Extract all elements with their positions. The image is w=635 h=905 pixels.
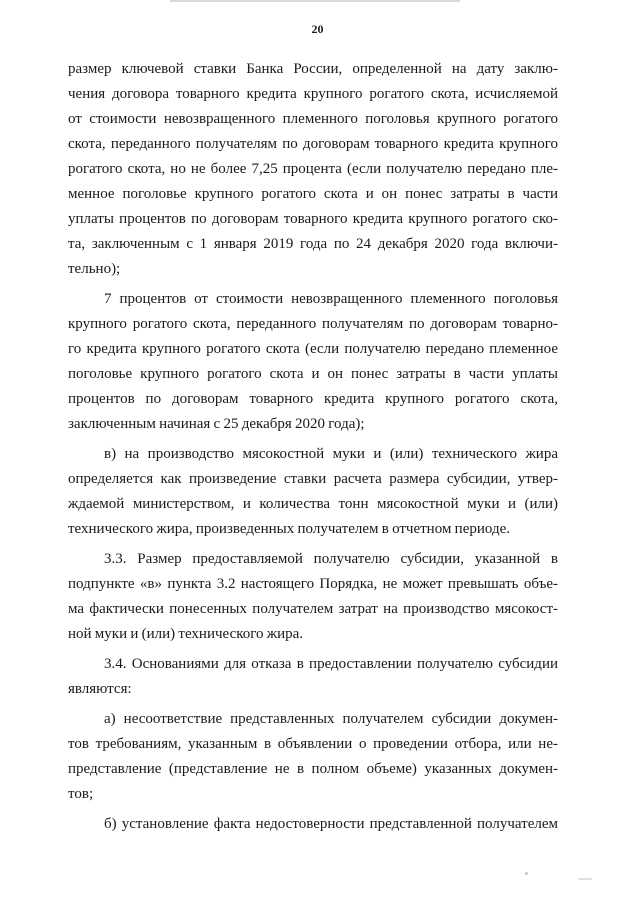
text-line: ма фактически понесенных получателем затрат на производство мясокост- [68, 601, 558, 617]
text-line: рогатого скота, но не более 7,25 процента (если получателю передано пле- [68, 161, 558, 177]
page-number: 20 [311, 22, 324, 36]
text-line: чения договора товарного кредита крупного рогатого скота, исчисляемой [68, 86, 558, 102]
text-line: та, заключенным с 1 января 2019 года по 24 декабря 2020 года включи- [68, 236, 558, 252]
document-body [68, 57, 558, 837]
text-line: в) на производство мясокостной муки и (или) технического жира [104, 446, 558, 462]
text-line: технического жира, произведенных получателем в отчетном периоде. [68, 521, 510, 537]
scan-speck [525, 872, 528, 875]
text-line: менное поголовье крупного рогатого скота и он понес затраты в части [68, 186, 558, 202]
paragraph-3 [68, 442, 558, 542]
text-line: а) несоответствие представленных получателем субсидии докумен- [104, 711, 558, 727]
text-line: 3.4. Основаниями для отказа в предоставлении получателю субсидии [104, 656, 558, 672]
text-line: от стоимости невозвращенного племенного поголовья крупного рогатого [68, 111, 558, 127]
text-line: определяется как произведение ставки расчета размера субсидии, утвер- [68, 471, 558, 487]
paragraph-6 [68, 707, 558, 807]
text-line: ной муки и (или) технического жира. [68, 626, 304, 642]
text-line: уплаты процентов по договорам товарного кредита крупного рогатого ско- [68, 211, 558, 227]
text-line: скота, переданного получателям по договорам товарного кредита крупного [68, 136, 558, 152]
text-line: тов требованиям, указанным в объявлении о проведении отбора, или не- [68, 736, 558, 752]
text-line: го кредита крупного рогатого скота (если получателю передано племенное [68, 341, 558, 357]
scan-speck [578, 878, 592, 880]
text-line: являются: [68, 681, 132, 697]
paragraph-7 [68, 812, 558, 837]
text-line: ждаемой министерством, и количества тонн мясокостной муки и (или) [68, 496, 558, 512]
text-line: тов; [68, 786, 94, 802]
text-line: размер ключевой ставки Банка России, определенной на дату заклю- [68, 61, 558, 77]
text-line: крупного рогатого скота, переданного получателям по договорам товарно- [68, 316, 558, 332]
paragraph-2 [68, 287, 558, 437]
text-line: процентов по договорам товарного кредита крупного рогатого скота, [68, 391, 558, 407]
scan-top-edge [170, 0, 460, 2]
paragraph-1 [68, 57, 558, 282]
text-line: 7 процентов от стоимости невозвращенного племенного поголовья [104, 291, 558, 307]
text-line: поголовье крупного рогатого скота и он понес затраты в части уплаты [68, 366, 558, 382]
text-line: тельно); [68, 261, 121, 277]
paragraph-5 [68, 652, 558, 702]
text-line: представление (представление не в полном объеме) указанных докумен- [68, 761, 558, 777]
paragraph-4 [68, 547, 558, 647]
text-line: подпункте «в» пункта 3.2 настоящего Порядка, не может превышать объе- [68, 576, 558, 592]
text-line: б) установление факта недостоверности представленной получателем [104, 816, 558, 832]
text-line: 3.3. Размер предоставляемой получателю субсидии, указанной в [104, 551, 558, 567]
text-line: заключенным начиная с 25 декабря 2020 года); [68, 416, 365, 432]
